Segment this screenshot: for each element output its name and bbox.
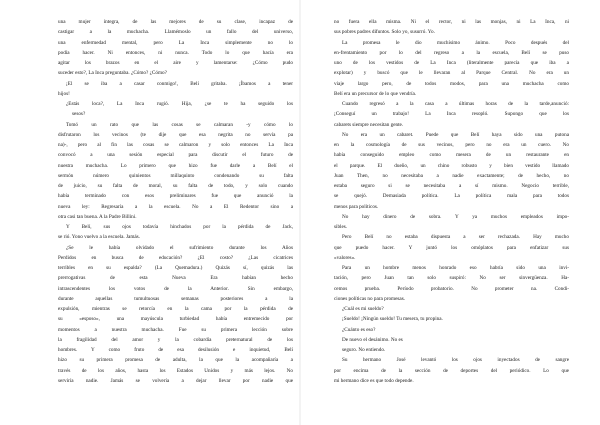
text-line: en-frentamiento por lo del regreso a la escuela, Belí se puso <box>334 49 569 56</box>
text-line: ¿Cuál es mi sueldo? <box>342 306 384 312</box>
text-line: sermón número quinientos millaquinto condenando su falta <box>58 172 293 179</box>
text-line: uno de los vestidos de La Inca (literalmente parecía que iba a <box>334 60 569 66</box>
text-line: La promesa le dio muchísimo ánimo. Poco después del <box>342 39 569 46</box>
text-line: castigar a la muchacha. Llamémoslo un fallo del universo, <box>58 29 293 36</box>
text-line: viaje largo pero, de todos modos, para una muchacha como <box>334 80 569 87</box>
text-line: cabarets siempre necesitan gente. <box>334 121 404 128</box>
text-line: Pero Belí no estaba dispuesta a ser rechazada. Hay mucho <box>342 234 569 241</box>
text-line: durante aquellas tumultuosas semanas posteriores a la <box>58 295 293 302</box>
text-line: sesos? <box>72 111 86 118</box>
text-line: en la cosmología de sus vecinos, pero no era un cuero. No <box>334 142 569 148</box>
text-line: ¿Estás loca?, La Inca rugió. Hija, ¿se te ha seguido los <box>66 101 293 107</box>
text-line: se rió. Yono vuelvo a la escuela. Jamás. <box>58 234 140 241</box>
page-gutter <box>299 0 301 425</box>
text-line: hizo su primera promesa de adulta, la que la acompañaría a <box>58 357 293 364</box>
text-line: De nuevo el desánimo. No es <box>342 336 403 343</box>
text-line: que puedo hacer. Y juntó los omóplatos para enfatizar sus <box>334 244 569 251</box>
text-line: No era un cabaret. Puede que Belí haya sido una putona <box>342 131 569 138</box>
text-line: una enfermedad mental, pero La Inca simplemente no lo <box>58 39 293 46</box>
text-line: terribles en su espalda? (La Quemadura.) Quizás sí, quizás las <box>58 265 293 271</box>
text-line: ¿Cuánto es eso? <box>342 326 376 333</box>
text-line: tación, pero Juan tan solo suspiró: No ser sinvergüenza. Ha- <box>334 275 569 282</box>
text-line: Juan Then, no necesitaba a nadie exactamente; de hecho, no <box>334 172 569 179</box>
right-page <box>334 17 569 386</box>
text-line: no fuera ella misma. Ni el rector, ni las monjas, ni La Inca, ni <box>334 19 569 25</box>
text-line: Perdidos en busca de educación? ¿El costo? ¿Las cicatrices <box>58 254 293 261</box>
text-line: convocó a una sesión especial para discutir el futuro de <box>58 152 293 159</box>
text-line: Para un hombre menos honrado eso habría sido una invi- <box>342 265 569 271</box>
text-line: na)-, pero al fin las cosas se calmaron y solo entonces La Inca <box>58 142 293 148</box>
text-line: seguro. No entiendo. <box>342 347 386 353</box>
text-line: podía hacer. Ni entonces, ni nunca. Todo lo que hacía era <box>58 49 293 56</box>
text-line: través de los años, hasta los Estados Unidos y más lejos. No <box>58 367 293 374</box>
text-line: suceder esto?, La Inca preguntaba. ¿Cómo? ¿Cómo? <box>58 70 167 77</box>
text-line: nueva ley: Regresaría a la escuela. No a El Redentor sino a <box>58 203 293 210</box>
text-line: de juicio, su falta de moral, su falta de todo, y solo cuando <box>58 183 293 189</box>
left-page <box>58 17 293 386</box>
text-line: cemos prueba. Período probatorio. No prometer na. Condi- <box>334 285 569 292</box>
text-line: disfrutaron los vecinos (te dije que esa negrita no servía pa <box>58 131 293 138</box>
text-line: había terminado con esos preliminares fue que anunció la <box>58 193 293 200</box>
text-line: expulsión, mientras se retorcía en la cama por la pérdida de <box>58 306 293 312</box>
text-line: intrascendentes los votos de la Anterior. Sin embargo, <box>58 285 293 292</box>
text-line: por encima de la sección de deportes del periódico. Lo que <box>334 367 569 374</box>
text-line: su «esposo», una mayúscula turbiedad había entremecido por <box>58 316 293 323</box>
text-line: Y Belí, sus ojos todavía hinchados por la pérdida de Jack, <box>66 224 293 230</box>
text-line: mi hermano dice es que todo depende. <box>334 377 414 384</box>
text-line: sus pobres padres difuntos. Solo yo, susurró. Yo. <box>334 29 435 36</box>
text-line: ¡El se iba a casar conmigo!, Belí gritaba. ¡Íbamos a tener <box>66 80 293 87</box>
text-line: serviría nadie. Jamás se volvería a dejar llevar por nadie que <box>58 377 293 384</box>
text-line: estaba seguro si se necesitaba a sí mismo. Negocio terrible, <box>334 183 569 189</box>
text-line: una mujer íntegra, de las mejores de su clase, incapaz de <box>58 19 293 25</box>
text-line: Belí era un precursor de lo que vendría. <box>334 90 417 97</box>
text-line: sibles. <box>334 224 348 230</box>
text-line: la fragilidad del amor y la cobardía preternatural de los <box>58 336 293 343</box>
text-line: ciones políticas no para promesas. <box>334 295 406 302</box>
text-line: «valores». <box>334 254 356 261</box>
text-line: ¡Conseguí un trabajo! La Inca resopló. Supongo que los <box>334 111 569 118</box>
text-line: ¡Sueldo! ¡Ningún sueldo! Tu mesera, tu propina. <box>342 316 443 323</box>
text-line: hombres. Y como fruto de esa desilusión e inquietud, Belí <box>58 347 293 353</box>
text-line: prerrogativas de esta Nueva Era habían hecho <box>58 275 293 282</box>
text-line: explotar) y buscó que le llevaran al Parque Central. No era un <box>334 70 569 77</box>
text-line: momentos a nuestra muchacha. Fue su primera lección sobre <box>58 326 293 333</box>
text-line: otra casi tan buena. A la Padre Billini. <box>58 213 137 220</box>
text-line: ¿Se le había olvidado el sufrimiento durante los Años <box>66 244 293 251</box>
text-line: había conseguido empleo como mesera de un restaurante en <box>334 152 569 159</box>
text-line: se quejó. Demasiada política. La política mala para todos <box>334 193 569 200</box>
text-line: nuestra muchacha. Lo primero que hizo fue darle a Belí el <box>58 162 293 169</box>
text-line: Cuando regresó a la casa a últimas horas de la tarde,anunció: <box>342 101 569 107</box>
text-line: Tomó un rato que las cosas se calmaran -y cómo lo <box>66 121 293 128</box>
text-line: hijos! <box>58 90 70 97</box>
text-line: agitar los brazos en el aire y lamentarse: ¿Cómo pudo <box>58 60 293 66</box>
text-line: el parque. El dueño, un chino robusto y bien vestido llamado <box>334 162 569 169</box>
text-line: Su hermano José levantó los ojos inyectados de sangre <box>342 357 569 364</box>
text-line: menos para políticos. <box>334 203 379 210</box>
text-line: No hay dinero de sobra. Y ya muchos empleados impo- <box>342 213 569 220</box>
